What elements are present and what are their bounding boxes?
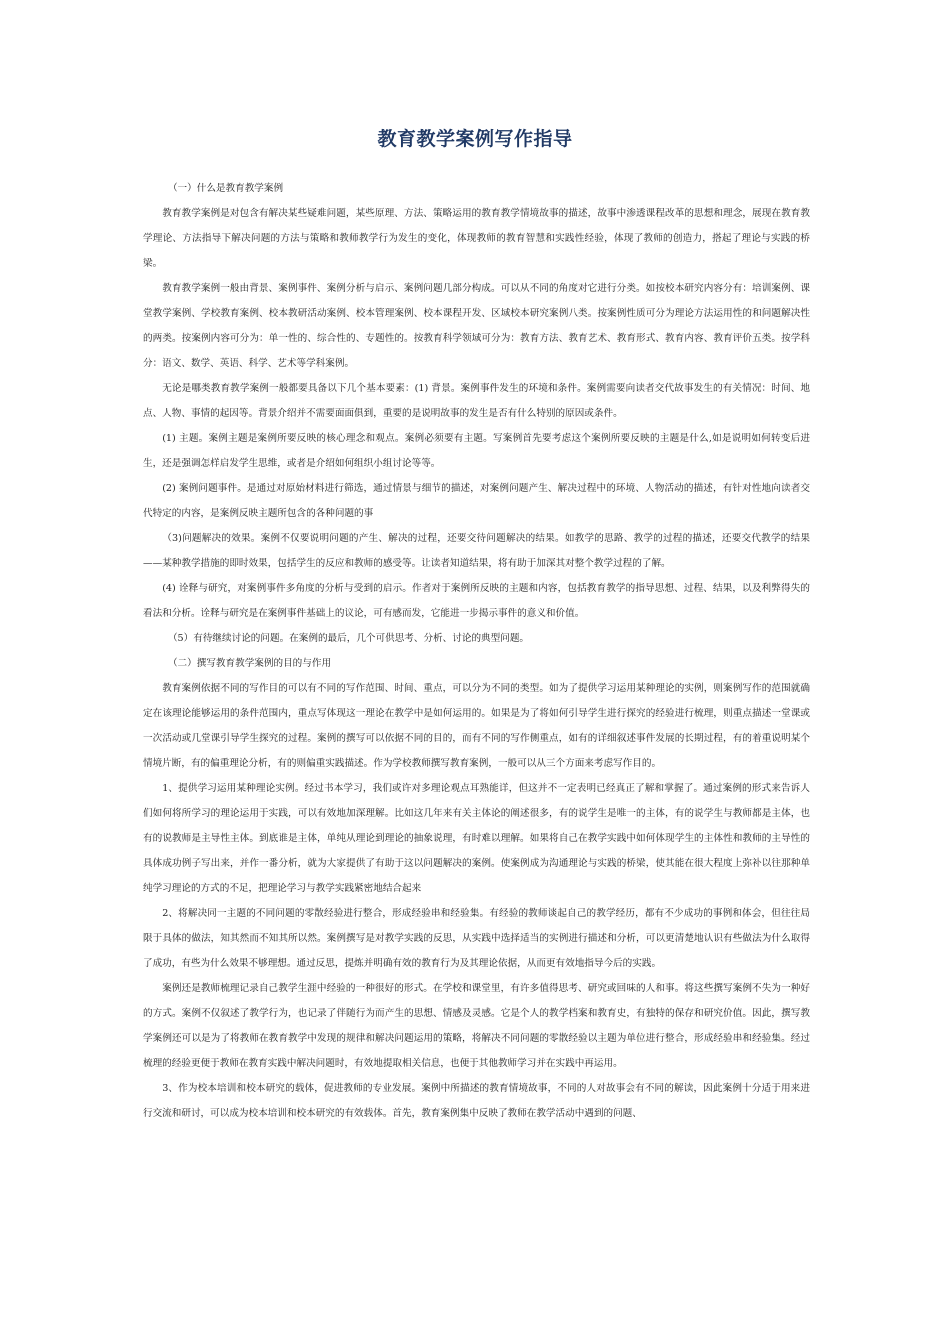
paragraph: (1) 主题。案例主题是案例所要反映的核心理念和观点。案例必须要有主题。写案例首先要考虑这个案例所要反映的主题是什么,如是说明如何转变后进生，还是强调怎样启发学生思维，或者是介绍如何组织小组讨论等等。 xyxy=(143,433,810,469)
paragraph: (2) 案例问题事件。是通过对原始材料进行筛选，通过情景与细节的描述，对案例问题产生、解决过程中的环境、人物活动的描述，有针对性地向读者交代特定的内容，是案例反映主题所包含的各种问题的事 xyxy=(143,483,810,519)
paragraph: 教育教学案例是对包含有解决某些疑难问题，某些原理、方法、策略运用的教育教学情境故事的描述，故事中渗透课程改革的思想和理念，展现在教育教学理论、方法指导下解决问题的方法与策略和教师教学行为发生的变化，体现教师的教育智慧和实践性经验，体现了教师的创造力，搭起了理论与实践的桥梁。 xyxy=(143,208,810,269)
section-heading: （一）什么是教育教学案例 xyxy=(167,183,284,194)
paragraph: （3)问题解决的效果。案例不仅要说明问题的产生、解决的过程，还要交待问题解决的结果。如教学的思路、教学的过程的描述，还要交代教学的结果——某种教学措施的即时效果，包括学生的反应和教师的感受等。让读者知道结果，将有助于加深其对整个教学过程的了解。 xyxy=(143,533,810,569)
paragraph: 教育教学案例一般由背景、案例事件、案例分析与启示、案例问题几部分构成。可以从不同的角度对它进行分类。如按校本研究内容分有：培训案例、课堂教学案例、学校教育案例、校本教研活动案例、校本管理案例、校本课程开发、区域校本研究案例八类。按案例性质可分为理论方法运用性的和问题解决性的两类。按案例内容可分为：单一性的、综合性的、专题性的。按教育科学领域可分为：教育方法、教育艺术、教育形式、教育内容、教育评价五类。按学科分：语文、数学、英语、科学、艺术等学科案例。 xyxy=(143,283,810,369)
paragraph: 1、提供学习运用某种理论实例。经过书本学习，我们或许对多理论观点耳熟能详，但这并不一定表明已经真正了解和掌握了。通过案例的形式来告诉人们如何将所学习的理论运用于实践，可以有效地加深理解。比如这几年来有关主体论的阐述很多，有的说学生是唯一的主体，有的说学生与教师都是主体，也有的说教师是主导性主体。到底谁是主体，单纯从理论到理论的抽象说理，有时难以理解。如果将自己在教学实践中如何体现学生的主体性和教师的主导性的具体成功例子写出来，并作一番分析，就为大家提供了有助于这以问题解决的案例。使案例成为沟通理论与实践的桥梁，使其能在很大程度上弥补以往那种单纯学习理论的方式的不足，把理论学习与教学实践紧密地结合起来 xyxy=(143,783,810,894)
paragraph: 教育案例依据不同的写作目的可以有不同的写作范围、时间、重点，可以分为不同的类型。如为了提供学习运用某种理论的实例，则案例写作的范围就确定在该理论能够运用的条件范围内，重点写体现这一理论在教学中是如何运用的。如果是为了将如何引导学生进行探究的经验进行梳理，则重点描述一堂课或一次活动或几堂课引导学生探究的过程。案例的撰写可以依据不同的目的，而有不同的写作侧重点，如有的详细叙述事件发展的长期过程，有的着重说明某个情境片断，有的偏重理论分析，有的则偏重实践描述。作为学校教师撰写教育案例，一般可以从三个方面来考虑写作目的。 xyxy=(143,683,810,769)
paragraph: 2、将解决同一主题的不同问题的零散经验进行整合，形成经验串和经验集。有经验的教师谈起自己的教学经历，都有不少成功的事例和体会，但往往局限于具体的做法，知其然而不知其所以然。案例撰写是对教学实践的反思，从实践中选择适当的实例进行描述和分析，可以更清楚地认识有些做法为什么取得了成功，有些为什么效果不够理想。通过反思，提炼并明确有效的教育行为及其理论依据，从而更有效地指导今后的实践。 xyxy=(143,908,810,969)
section-heading: （5）有待继续讨论的问题。在案例的最后，几个可供思考、分析、讨论的典型问题。 xyxy=(167,633,530,644)
paragraph: 无论是哪类教育教学案例一般都要具备以下几个基本要素：(1) 背景。案例事件发生的环境和条件。案例需要向读者交代故事发生的有关情况：时间、地点、人物、事情的起因等。背景介绍并不需要面面俱到，重要的是说明故事的发生是否有什么特别的原因或条件。 xyxy=(143,383,810,419)
paragraph: 案例还是教师梳理记录自己教学生涯中经验的一种很好的形式。在学校和课堂里，有许多值得思考、研究或回味的人和事。将这些撰写案例不失为一种好的方式。案例不仅叙述了教学行为，也记录了伴随行为而产生的思想、情感及灵感。它是个人的教学档案和教育史，有独特的保存和研究价值。因此，撰写教学案例还可以是为了将教师在教育教学中发现的规律和解决问题运用的策略，将解决不同问题的零散经验以主题为单位进行整合，形成经验串和经验集。经过梳理的经验更便于教师在教育实践中解决问题时，有效地提取相关信息，也便于其他教师学习并在实践中再运用。 xyxy=(143,983,810,1069)
paragraph: (4) 诠释与研究，对案例事件多角度的分析与受到的启示。作者对于案例所反映的主题和内容，包括教育教学的指导思想、过程、结果，以及利弊得失的看法和分析。诠释与研究是在案例事件基础上的议论，可有感而发，它能进一步揭示事件的意义和价值。 xyxy=(143,583,810,619)
paragraph: 3、作为校本培训和校本研究的载体，促进教师的专业发展。案例中所描述的教育情境故事，不同的人对故事会有不同的解读，因此案例十分适于用来进行交流和研讨，可以成为校本培训和校本研究的有效载体。首先，教育案例集中反映了教师在教学活动中遇到的问题、 xyxy=(143,1083,810,1119)
document-title: 教育教学案例写作指导 xyxy=(377,128,573,150)
document-body xyxy=(143,176,810,1126)
section-heading: （二）撰写教育教学案例的目的与作用 xyxy=(167,658,332,669)
